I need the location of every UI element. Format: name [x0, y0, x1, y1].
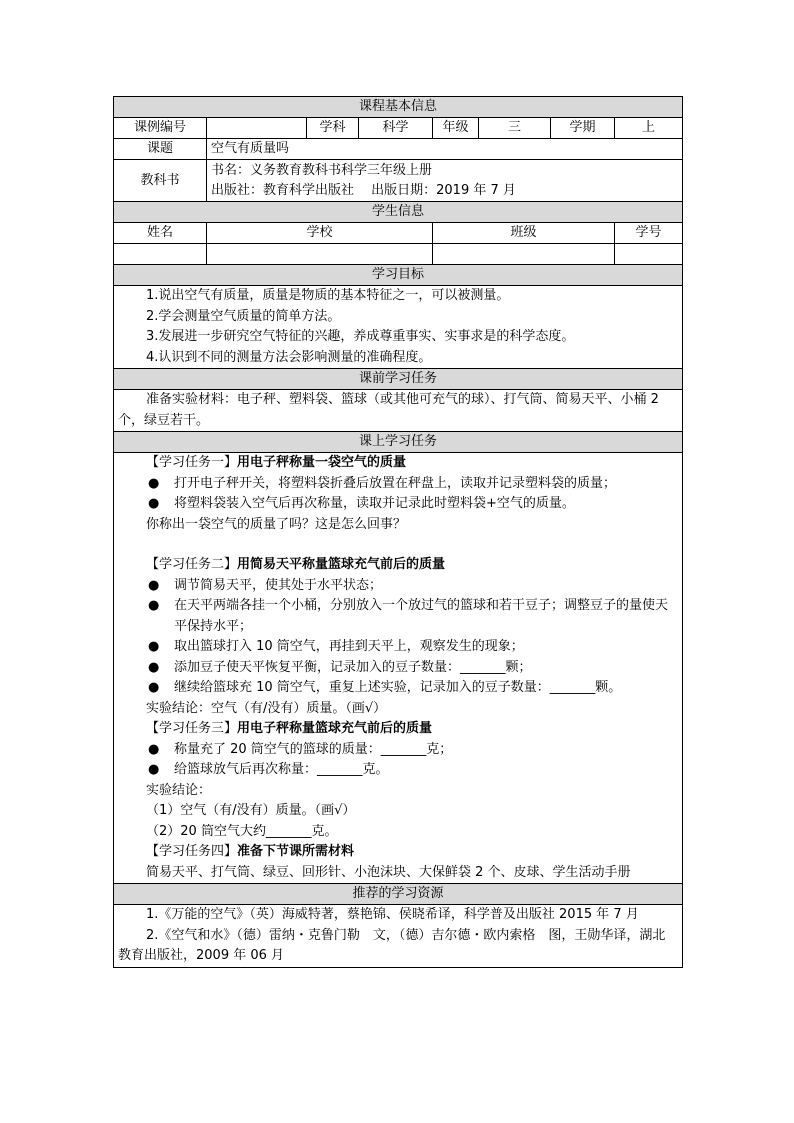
class-label: 班级 — [433, 223, 615, 244]
bullet-icon: ● — [148, 496, 160, 511]
bullet-icon: ● — [148, 598, 160, 613]
section-header-resources: 推荐的学习资源 — [114, 884, 683, 905]
task-2-step: ● 取出篮球打入 10 筒空气，再挂到天平上，观察发生的现象； — [118, 637, 678, 658]
task-3-heading — [118, 719, 678, 740]
case-no-value — [207, 118, 307, 139]
lesson-info-table — [113, 96, 683, 968]
pre-task-text: 准备实验材料：电子秤、塑料袋、篮球（或其他可充气的球）、打气筒、简易天平、小桶 2 个，绿豆若干。 — [118, 392, 659, 428]
task-1-tag: 【学习任务一】 — [146, 455, 238, 470]
task-3-conclusion-item: （2）20 筒空气大约_______克。 — [146, 823, 338, 839]
section-header-student: 学生信息 — [114, 202, 683, 223]
textbook-publisher: 出版社：教育科学出版社 出版日期：2019 年 7 月 — [211, 182, 516, 198]
grade-label: 年级 — [433, 118, 479, 139]
goals-list — [114, 286, 683, 369]
task-1-question: 你称出一袋空气的质量了吗？这是怎么回事？ — [146, 516, 407, 532]
class-tasks-body — [114, 453, 683, 884]
section-header-pre: 课前学习任务 — [114, 369, 683, 390]
bullet-icon: ● — [148, 741, 160, 757]
task-4-title: 准备下节课所需材料 — [237, 844, 355, 859]
task-3-conclusion: 实验结论： — [146, 782, 212, 798]
name-label: 姓名 — [114, 223, 207, 244]
section-header-basic: 课程基本信息 — [114, 97, 683, 118]
task-4-heading — [118, 842, 678, 863]
resource-item: 1.《万能的空气》（英）海威特著，蔡艳锦、侯晓希译，科学普及出版社 2015 年 7 月 — [146, 907, 639, 922]
term-label: 学期 — [551, 118, 615, 139]
school-field[interactable] — [207, 244, 433, 265]
task-1-heading — [118, 453, 678, 474]
term-value: 上 — [615, 118, 683, 139]
goal-item: 3.发展进一步研究空气特征的兴趣，养成尊重事实、实事求是的科学态度。 — [146, 329, 575, 344]
task-2-tag: 【学习任务二】 — [146, 557, 238, 572]
textbook-label: 教科书 — [114, 160, 207, 202]
task-3-conclusion-item: （1）空气（有/没有）质量。（画√） — [146, 803, 356, 818]
task-4-tag: 【学习任务四】 — [146, 844, 238, 859]
bullet-icon: ● — [148, 762, 160, 777]
bullet-icon: ● — [148, 475, 160, 491]
task-1-step: ● 打开电子秤开关，将塑料袋折叠后放置在秤盘上，读取并记录塑料袋的质量； — [118, 474, 678, 495]
bullet-icon: ● — [148, 639, 160, 654]
class-field[interactable] — [433, 244, 615, 265]
task-1-step: ● 将塑料袋装入空气后再次称量，读取并记录此时塑料袋+空气的质量。 — [118, 494, 678, 515]
student-id-field[interactable] — [615, 244, 683, 265]
task-4-materials: 简易天平、打气筒、绿豆、回形针、小泡沫块、大保鲜袋 2 个、皮球、学生活动手册 — [146, 864, 631, 880]
name-field[interactable] — [114, 244, 207, 265]
grade-value: 三 — [479, 118, 551, 139]
task-2-step: ● 继续给篮球充 10 筒空气，重复上述实验，记录加入的豆子数量：_______颗。 — [118, 678, 678, 699]
task-2-step: ● 调节简易天平，使其处于水平状态； — [118, 576, 678, 597]
task-2-step: ● 添加豆子使天平恢复平衡，记录加入的豆子数量：_______颗； — [118, 658, 678, 679]
goal-item: 1.说出空气有质量，质量是物质的基本特征之一，可以被测量。 — [146, 288, 510, 303]
subject-value: 科学 — [359, 118, 433, 139]
task-3-step: ● 给篮球放气后再次称量：_______克。 — [118, 760, 678, 781]
task-2-title: 用简易天平称量篮球充气前后的质量 — [237, 557, 446, 572]
bullet-icon: ● — [148, 577, 160, 593]
school-label: 学校 — [207, 223, 433, 244]
case-no-label: 课例编号 — [114, 118, 207, 139]
subject-label: 学科 — [307, 118, 359, 139]
resource-item: 2.《空气和水》（德）雷纳・克鲁门勒 文，（德）吉尔德・欧内索格 图，王勋华译，湖北教育出版社，2009 年 06 月 — [118, 927, 666, 963]
section-header-class-tasks: 课上学习任务 — [114, 432, 683, 453]
task-2-conclusion: 实验结论：空气（有/没有）质量。（画√） — [146, 700, 387, 716]
topic-label: 课题 — [114, 139, 207, 160]
task-3-tag: 【学习任务三】 — [146, 721, 238, 736]
textbook-value — [207, 160, 683, 202]
goal-item: 4.认识到不同的测量方法会影响测量的准确程度。 — [146, 349, 432, 365]
student-id-label: 学号 — [615, 223, 683, 244]
bullet-icon: ● — [148, 659, 160, 675]
task-3-title: 用电子秤称量篮球充气前后的质量 — [237, 721, 433, 736]
section-header-goals: 学习目标 — [114, 265, 683, 286]
task-2-step: ● 在天平两端各挂一个小桶，分别放入一个放过气的篮球和若干豆子；调整豆子的量使天平保持水平； — [148, 598, 669, 634]
task-2-heading — [118, 555, 678, 576]
task-3-step: ● 称量充了 20 筒空气的篮球的质量：_______克； — [118, 740, 678, 761]
bullet-icon: ● — [148, 680, 160, 695]
resources-list — [114, 905, 683, 968]
textbook-title: 书名：义务教育教科书科学三年级上册 — [211, 162, 433, 178]
goal-item: 2.学会测量空气质量的简单方法。 — [146, 308, 341, 324]
topic-value: 空气有质量吗 — [207, 139, 683, 160]
task-1-title: 用电子秤称量一袋空气的质量 — [237, 455, 407, 470]
